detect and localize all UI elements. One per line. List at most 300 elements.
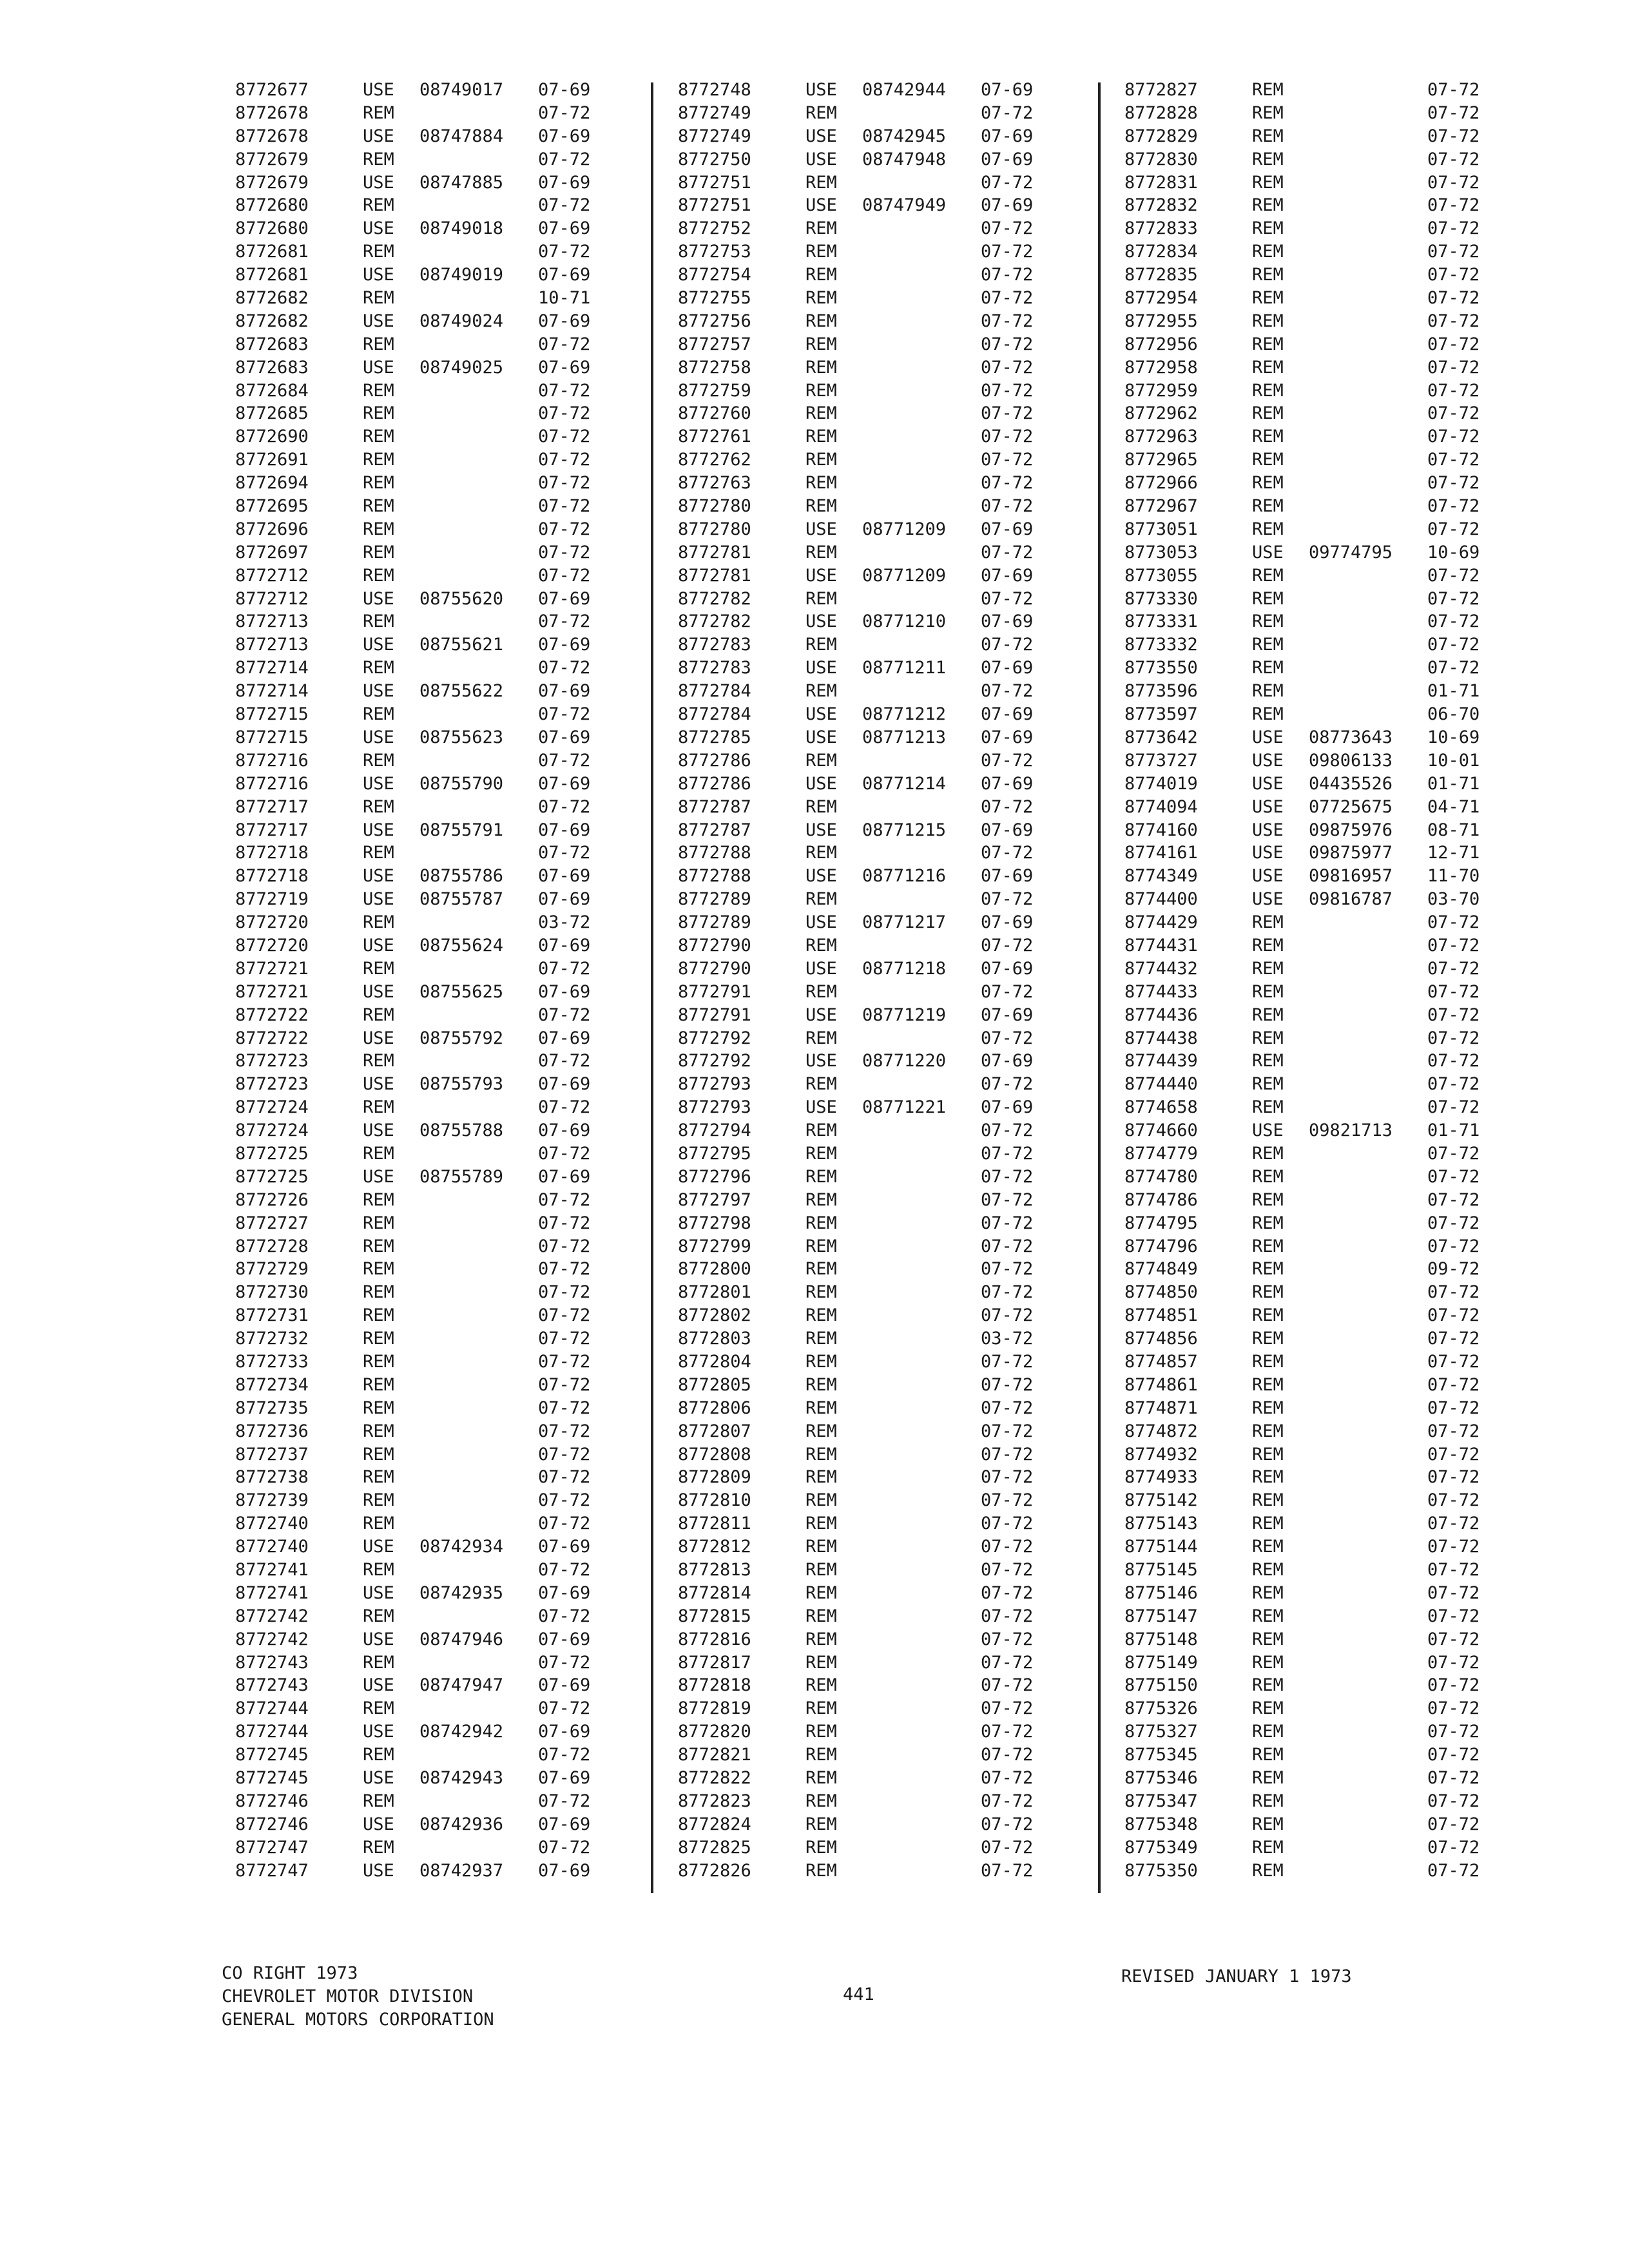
parts-row <box>678 865 1077 888</box>
effective-date: 01-71 <box>1427 773 1480 794</box>
parts-row <box>1124 1628 1524 1651</box>
parts-row <box>678 1397 1077 1420</box>
parts-row <box>678 1119 1077 1142</box>
part-number: 8772724 <box>235 1120 309 1141</box>
action-code: REM <box>1252 473 1284 494</box>
effective-date: 07-72 <box>1427 288 1480 309</box>
part-number: 8772681 <box>235 265 309 285</box>
part-number: 8775146 <box>1124 1582 1198 1603</box>
action-code: REM <box>1252 658 1284 678</box>
part-number: 8772718 <box>235 866 309 887</box>
effective-date: 07-72 <box>981 1374 1034 1395</box>
action-code: REM <box>1252 1189 1284 1210</box>
part-number: 8774871 <box>1124 1398 1198 1418</box>
parts-row <box>678 1050 1077 1073</box>
effective-date: 07-69 <box>538 1814 591 1834</box>
part-number: 8772755 <box>678 288 751 309</box>
parts-row <box>1124 1720 1524 1744</box>
effective-date: 07-72 <box>981 172 1034 193</box>
page-number: 441 <box>843 1984 874 2004</box>
effective-date: 07-72 <box>538 1213 591 1233</box>
part-number: 8772802 <box>678 1305 751 1326</box>
effective-date: 07-69 <box>981 727 1034 747</box>
parts-row <box>235 1813 635 1836</box>
action-code: REM <box>1252 1606 1284 1626</box>
parts-row <box>678 495 1077 518</box>
part-number: 8774400 <box>1124 889 1198 910</box>
effective-date: 07-69 <box>538 820 591 840</box>
parts-row <box>1124 749 1524 773</box>
replacement-part-number: 08749024 <box>419 311 504 331</box>
part-number: 8775327 <box>1124 1722 1198 1742</box>
action-code: USE <box>1252 1120 1284 1141</box>
part-number: 8772732 <box>235 1329 309 1349</box>
parts-row <box>235 217 635 240</box>
parts-row <box>678 1651 1077 1675</box>
parts-row <box>235 957 635 981</box>
effective-date: 07-69 <box>538 172 591 193</box>
parts-row <box>235 541 635 564</box>
parts-row <box>678 911 1077 934</box>
parts-row <box>678 402 1077 425</box>
parts-row <box>1124 1142 1524 1166</box>
action-code: REM <box>1252 681 1284 702</box>
parts-row <box>678 726 1077 749</box>
part-number: 8773727 <box>1124 750 1198 771</box>
parts-row <box>678 380 1077 403</box>
effective-date: 10-71 <box>538 288 591 309</box>
action-code: USE <box>363 1074 394 1095</box>
action-code: USE <box>1252 843 1284 863</box>
action-code: REM <box>805 265 837 285</box>
parts-row <box>235 1281 635 1304</box>
action-code: USE <box>805 912 837 933</box>
action-code: REM <box>1252 1791 1284 1811</box>
parts-row <box>235 1767 635 1790</box>
effective-date: 07-72 <box>538 1329 591 1349</box>
parts-row <box>678 264 1077 287</box>
action-code: REM <box>1252 1768 1284 1789</box>
part-number: 8774438 <box>1124 1028 1198 1048</box>
parts-row <box>1124 957 1524 981</box>
copyright-line: CO RIGHT 1973 <box>222 1963 358 1983</box>
part-number: 8772715 <box>235 727 309 747</box>
action-code: REM <box>363 1236 394 1256</box>
effective-date: 07-72 <box>538 380 591 401</box>
action-code: REM <box>363 1282 394 1303</box>
replacement-part-number: 08749017 <box>419 80 504 100</box>
action-code: REM <box>363 1745 394 1765</box>
parts-row <box>1124 1582 1524 1605</box>
action-code: USE <box>805 611 837 632</box>
part-number: 8772791 <box>678 981 751 1002</box>
effective-date: 07-72 <box>1427 265 1480 285</box>
part-number: 8774795 <box>1124 1213 1198 1233</box>
effective-date: 07-72 <box>981 242 1034 262</box>
part-number: 8774779 <box>1124 1143 1198 1164</box>
effective-date: 07-69 <box>981 126 1034 146</box>
action-code: REM <box>805 334 837 354</box>
part-number: 8772817 <box>678 1652 751 1673</box>
effective-date: 07-72 <box>981 496 1034 517</box>
action-code: REM <box>363 1351 394 1372</box>
part-number: 8772712 <box>235 588 309 609</box>
effective-date: 07-69 <box>538 1768 591 1789</box>
effective-date: 07-72 <box>538 473 591 494</box>
part-number: 8774439 <box>1124 1051 1198 1072</box>
action-code: REM <box>363 473 394 494</box>
parts-row <box>1124 588 1524 611</box>
parts-row <box>1124 1489 1524 1512</box>
effective-date: 07-69 <box>981 519 1034 539</box>
part-number: 8772955 <box>1124 311 1198 331</box>
action-code: REM <box>363 450 394 470</box>
effective-date: 07-69 <box>538 311 591 331</box>
parts-row <box>235 310 635 333</box>
parts-row <box>1124 125 1524 148</box>
parts-row <box>235 1860 635 1883</box>
effective-date: 07-72 <box>538 1398 591 1418</box>
effective-date: 12-71 <box>1427 843 1480 863</box>
parts-row <box>1124 888 1524 911</box>
parts-row <box>1124 564 1524 588</box>
action-code: REM <box>805 242 837 262</box>
effective-date: 07-72 <box>1427 1236 1480 1256</box>
part-number: 8772730 <box>235 1282 309 1303</box>
effective-date: 07-72 <box>1427 1791 1480 1811</box>
replacement-part-number: 08742945 <box>862 126 947 146</box>
replacement-part-number: 08749025 <box>419 357 504 378</box>
effective-date: 07-72 <box>1427 519 1480 539</box>
parts-row <box>235 1004 635 1027</box>
action-code: REM <box>805 1421 837 1441</box>
parts-row <box>1124 633 1524 657</box>
action-code: REM <box>805 1814 837 1834</box>
parts-row <box>1124 796 1524 819</box>
parts-row <box>678 657 1077 680</box>
action-code: REM <box>1252 704 1284 725</box>
replacement-part-number: 09816957 <box>1309 866 1393 887</box>
effective-date: 07-72 <box>538 843 591 863</box>
effective-date: 07-72 <box>538 1560 591 1580</box>
part-number: 8772679 <box>235 149 309 169</box>
parts-row <box>235 633 635 657</box>
effective-date: 07-72 <box>1427 149 1480 169</box>
parts-row <box>1124 1281 1524 1304</box>
effective-date: 07-72 <box>1427 1837 1480 1858</box>
effective-date: 07-72 <box>1427 1213 1480 1233</box>
parts-row <box>1124 1466 1524 1489</box>
effective-date: 07-72 <box>1427 611 1480 632</box>
effective-date: 07-69 <box>981 611 1034 632</box>
effective-date: 07-69 <box>538 1537 591 1557</box>
part-number: 8772790 <box>678 935 751 956</box>
effective-date: 07-69 <box>981 1051 1034 1072</box>
effective-date: 07-72 <box>981 1837 1034 1858</box>
parts-row <box>1124 1397 1524 1420</box>
part-number: 8772808 <box>678 1444 751 1465</box>
part-number: 8772731 <box>235 1305 309 1326</box>
parts-row <box>678 287 1077 310</box>
parts-row <box>678 125 1077 148</box>
effective-date: 07-72 <box>1427 242 1480 262</box>
effective-date: 01-71 <box>1427 681 1480 702</box>
part-number: 8772790 <box>678 958 751 979</box>
effective-date: 07-72 <box>981 311 1034 331</box>
action-code: REM <box>363 1143 394 1164</box>
action-code: REM <box>805 1698 837 1719</box>
action-code: REM <box>1252 635 1284 655</box>
part-number: 8772685 <box>235 403 309 424</box>
action-code: REM <box>1252 172 1284 193</box>
action-code: REM <box>1252 1560 1284 1580</box>
effective-date: 07-72 <box>1427 1282 1480 1303</box>
action-code: REM <box>805 1189 837 1210</box>
parts-row <box>235 1096 635 1119</box>
part-number: 8772682 <box>235 311 309 331</box>
parts-row <box>678 518 1077 541</box>
action-code: REM <box>805 102 837 123</box>
effective-date: 07-72 <box>1427 958 1480 979</box>
parts-row <box>678 1258 1077 1281</box>
effective-date: 07-69 <box>538 1675 591 1696</box>
part-number: 8772683 <box>235 357 309 378</box>
parts-row <box>678 448 1077 472</box>
action-code: USE <box>1252 866 1284 887</box>
parts-row <box>1124 657 1524 680</box>
part-number: 8772763 <box>678 473 751 494</box>
part-number: 8772788 <box>678 866 751 887</box>
replacement-part-number: 08742935 <box>419 1582 504 1603</box>
replacement-part-number: 08771217 <box>862 912 947 933</box>
action-code: REM <box>805 1374 837 1395</box>
part-number: 8774660 <box>1124 1120 1198 1141</box>
action-code: USE <box>363 265 394 285</box>
part-number: 8772749 <box>678 126 751 146</box>
part-number: 8772722 <box>235 1004 309 1025</box>
part-number: 8772818 <box>678 1675 751 1696</box>
part-number: 8772756 <box>678 311 751 331</box>
effective-date: 07-72 <box>538 1606 591 1626</box>
effective-date: 07-69 <box>538 1629 591 1649</box>
effective-date: 07-72 <box>981 1398 1034 1418</box>
action-code: REM <box>805 1166 837 1187</box>
action-code: REM <box>363 1189 394 1210</box>
parts-row <box>1124 1605 1524 1628</box>
parts-row <box>678 588 1077 611</box>
action-code: REM <box>1252 912 1284 933</box>
effective-date: 07-72 <box>981 218 1034 239</box>
replacement-part-number: 08771216 <box>862 866 947 887</box>
part-number: 8772737 <box>235 1444 309 1465</box>
effective-date: 07-72 <box>981 1514 1034 1534</box>
action-code: REM <box>805 1837 837 1858</box>
replacement-part-number: 08755791 <box>419 820 504 840</box>
action-code: USE <box>363 1166 394 1187</box>
parts-row <box>235 981 635 1004</box>
parts-row <box>235 380 635 403</box>
action-code: REM <box>805 1722 837 1742</box>
replacement-part-number: 09875976 <box>1309 820 1393 840</box>
action-code: REM <box>1252 1374 1284 1395</box>
effective-date: 07-69 <box>538 1120 591 1141</box>
effective-date: 07-72 <box>981 1213 1034 1233</box>
effective-date: 07-69 <box>538 1166 591 1187</box>
effective-date: 07-72 <box>981 1582 1034 1603</box>
parts-row <box>235 1397 635 1420</box>
part-number: 8772827 <box>1124 80 1198 100</box>
parts-row <box>235 588 635 611</box>
column-divider <box>1098 82 1101 1893</box>
replacement-part-number: 08771213 <box>862 727 947 747</box>
effective-date: 10-01 <box>1427 750 1480 771</box>
action-code: REM <box>1252 218 1284 239</box>
part-number: 8775349 <box>1124 1837 1198 1858</box>
effective-date: 07-72 <box>538 1490 591 1511</box>
effective-date: 07-72 <box>1427 1814 1480 1834</box>
part-number: 8772966 <box>1124 473 1198 494</box>
action-code: USE <box>363 588 394 609</box>
effective-date: 07-69 <box>981 149 1034 169</box>
action-code: USE <box>363 727 394 747</box>
effective-date: 07-72 <box>1427 588 1480 609</box>
parts-row <box>678 541 1077 564</box>
parts-row <box>1124 773 1524 796</box>
effective-date: 07-72 <box>538 750 591 771</box>
parts-row <box>1124 911 1524 934</box>
effective-date: 07-72 <box>538 427 591 447</box>
effective-date: 07-72 <box>981 1166 1034 1187</box>
parts-row <box>235 934 635 957</box>
effective-date: 07-72 <box>981 1814 1034 1834</box>
part-number: 8772813 <box>678 1560 751 1580</box>
effective-date: 07-72 <box>1427 935 1480 956</box>
parts-row <box>235 1605 635 1628</box>
parts-row <box>678 796 1077 819</box>
action-code: USE <box>805 658 837 678</box>
action-code: USE <box>363 889 394 910</box>
replacement-part-number: 08771211 <box>862 658 947 678</box>
effective-date: 07-72 <box>981 1259 1034 1280</box>
part-number: 8772796 <box>678 1166 751 1187</box>
effective-date: 07-69 <box>981 866 1034 887</box>
part-number: 8772792 <box>678 1028 751 1048</box>
part-number: 8772746 <box>235 1791 309 1811</box>
part-number: 8772785 <box>678 727 751 747</box>
part-number: 8772733 <box>235 1351 309 1372</box>
action-code: REM <box>1252 1467 1284 1488</box>
action-code: USE <box>363 820 394 840</box>
action-code: REM <box>1252 1629 1284 1649</box>
action-code: USE <box>363 172 394 193</box>
effective-date: 07-69 <box>538 981 591 1002</box>
part-number: 8772784 <box>678 681 751 702</box>
parts-row <box>678 102 1077 125</box>
effective-date: 07-72 <box>538 450 591 470</box>
action-code: REM <box>805 1514 837 1534</box>
effective-date: 07-72 <box>981 588 1034 609</box>
part-number: 8774431 <box>1124 935 1198 956</box>
part-number: 8772739 <box>235 1490 309 1511</box>
action-code: REM <box>363 1490 394 1511</box>
parts-column-1 <box>235 79 635 1882</box>
effective-date: 07-72 <box>538 1837 591 1858</box>
part-number: 8772716 <box>235 773 309 794</box>
replacement-part-number: 08747947 <box>419 1675 504 1696</box>
replacement-part-number: 09774795 <box>1309 542 1393 562</box>
parts-row <box>235 796 635 819</box>
effective-date: 07-72 <box>1427 1652 1480 1673</box>
effective-date: 07-72 <box>538 796 591 817</box>
effective-date: 07-72 <box>1427 1629 1480 1649</box>
parts-row <box>235 1327 635 1350</box>
effective-date: 07-72 <box>981 380 1034 401</box>
action-code: REM <box>363 149 394 169</box>
replacement-part-number: 08755789 <box>419 1166 504 1187</box>
effective-date: 07-69 <box>981 820 1034 840</box>
effective-date: 07-72 <box>981 981 1034 1002</box>
division-line: CHEVROLET MOTOR DIVISION <box>222 1986 474 2006</box>
part-number: 8772804 <box>678 1351 751 1372</box>
effective-date: 07-72 <box>538 958 591 979</box>
part-number: 8772712 <box>235 565 309 586</box>
parts-row <box>235 726 635 749</box>
replacement-part-number: 04435526 <box>1309 773 1393 794</box>
action-code: REM <box>1252 1860 1284 1881</box>
parts-row <box>678 356 1077 380</box>
part-number: 8774857 <box>1124 1351 1198 1372</box>
parts-row <box>235 333 635 356</box>
parts-row <box>1124 934 1524 957</box>
parts-row <box>678 1744 1077 1767</box>
part-number: 8772956 <box>1124 334 1198 354</box>
parts-row <box>235 79 635 102</box>
part-number: 8772680 <box>235 195 309 216</box>
parts-row <box>1124 1189 1524 1212</box>
parts-row <box>235 1119 635 1142</box>
parts-row <box>1124 1813 1524 1836</box>
parts-row <box>678 1860 1077 1883</box>
part-number: 8772740 <box>235 1537 309 1557</box>
replacement-part-number: 08771221 <box>862 1097 947 1118</box>
part-number: 8772741 <box>235 1560 309 1580</box>
effective-date: 07-69 <box>538 588 591 609</box>
effective-date: 07-72 <box>1427 981 1480 1002</box>
effective-date: 07-72 <box>538 242 591 262</box>
parts-row <box>678 981 1077 1004</box>
part-number: 8772954 <box>1124 288 1198 309</box>
parts-row <box>235 865 635 888</box>
action-code: REM <box>363 1606 394 1626</box>
effective-date: 07-72 <box>1427 102 1480 123</box>
effective-date: 07-72 <box>538 1004 591 1025</box>
parts-row <box>678 610 1077 633</box>
action-code: REM <box>1252 288 1284 309</box>
action-code: REM <box>805 288 837 309</box>
action-code: USE <box>1252 820 1284 840</box>
effective-date: 07-72 <box>538 1143 591 1164</box>
effective-date: 07-69 <box>981 195 1034 216</box>
action-code: USE <box>363 1120 394 1141</box>
part-number: 8772747 <box>235 1837 309 1858</box>
effective-date: 07-72 <box>538 1282 591 1303</box>
parts-row <box>235 194 635 217</box>
replacement-part-number: 08742937 <box>419 1860 504 1881</box>
part-number: 8774429 <box>1124 912 1198 933</box>
part-number: 8774160 <box>1124 820 1198 840</box>
parts-row <box>1124 1073 1524 1096</box>
action-code: USE <box>805 958 837 979</box>
